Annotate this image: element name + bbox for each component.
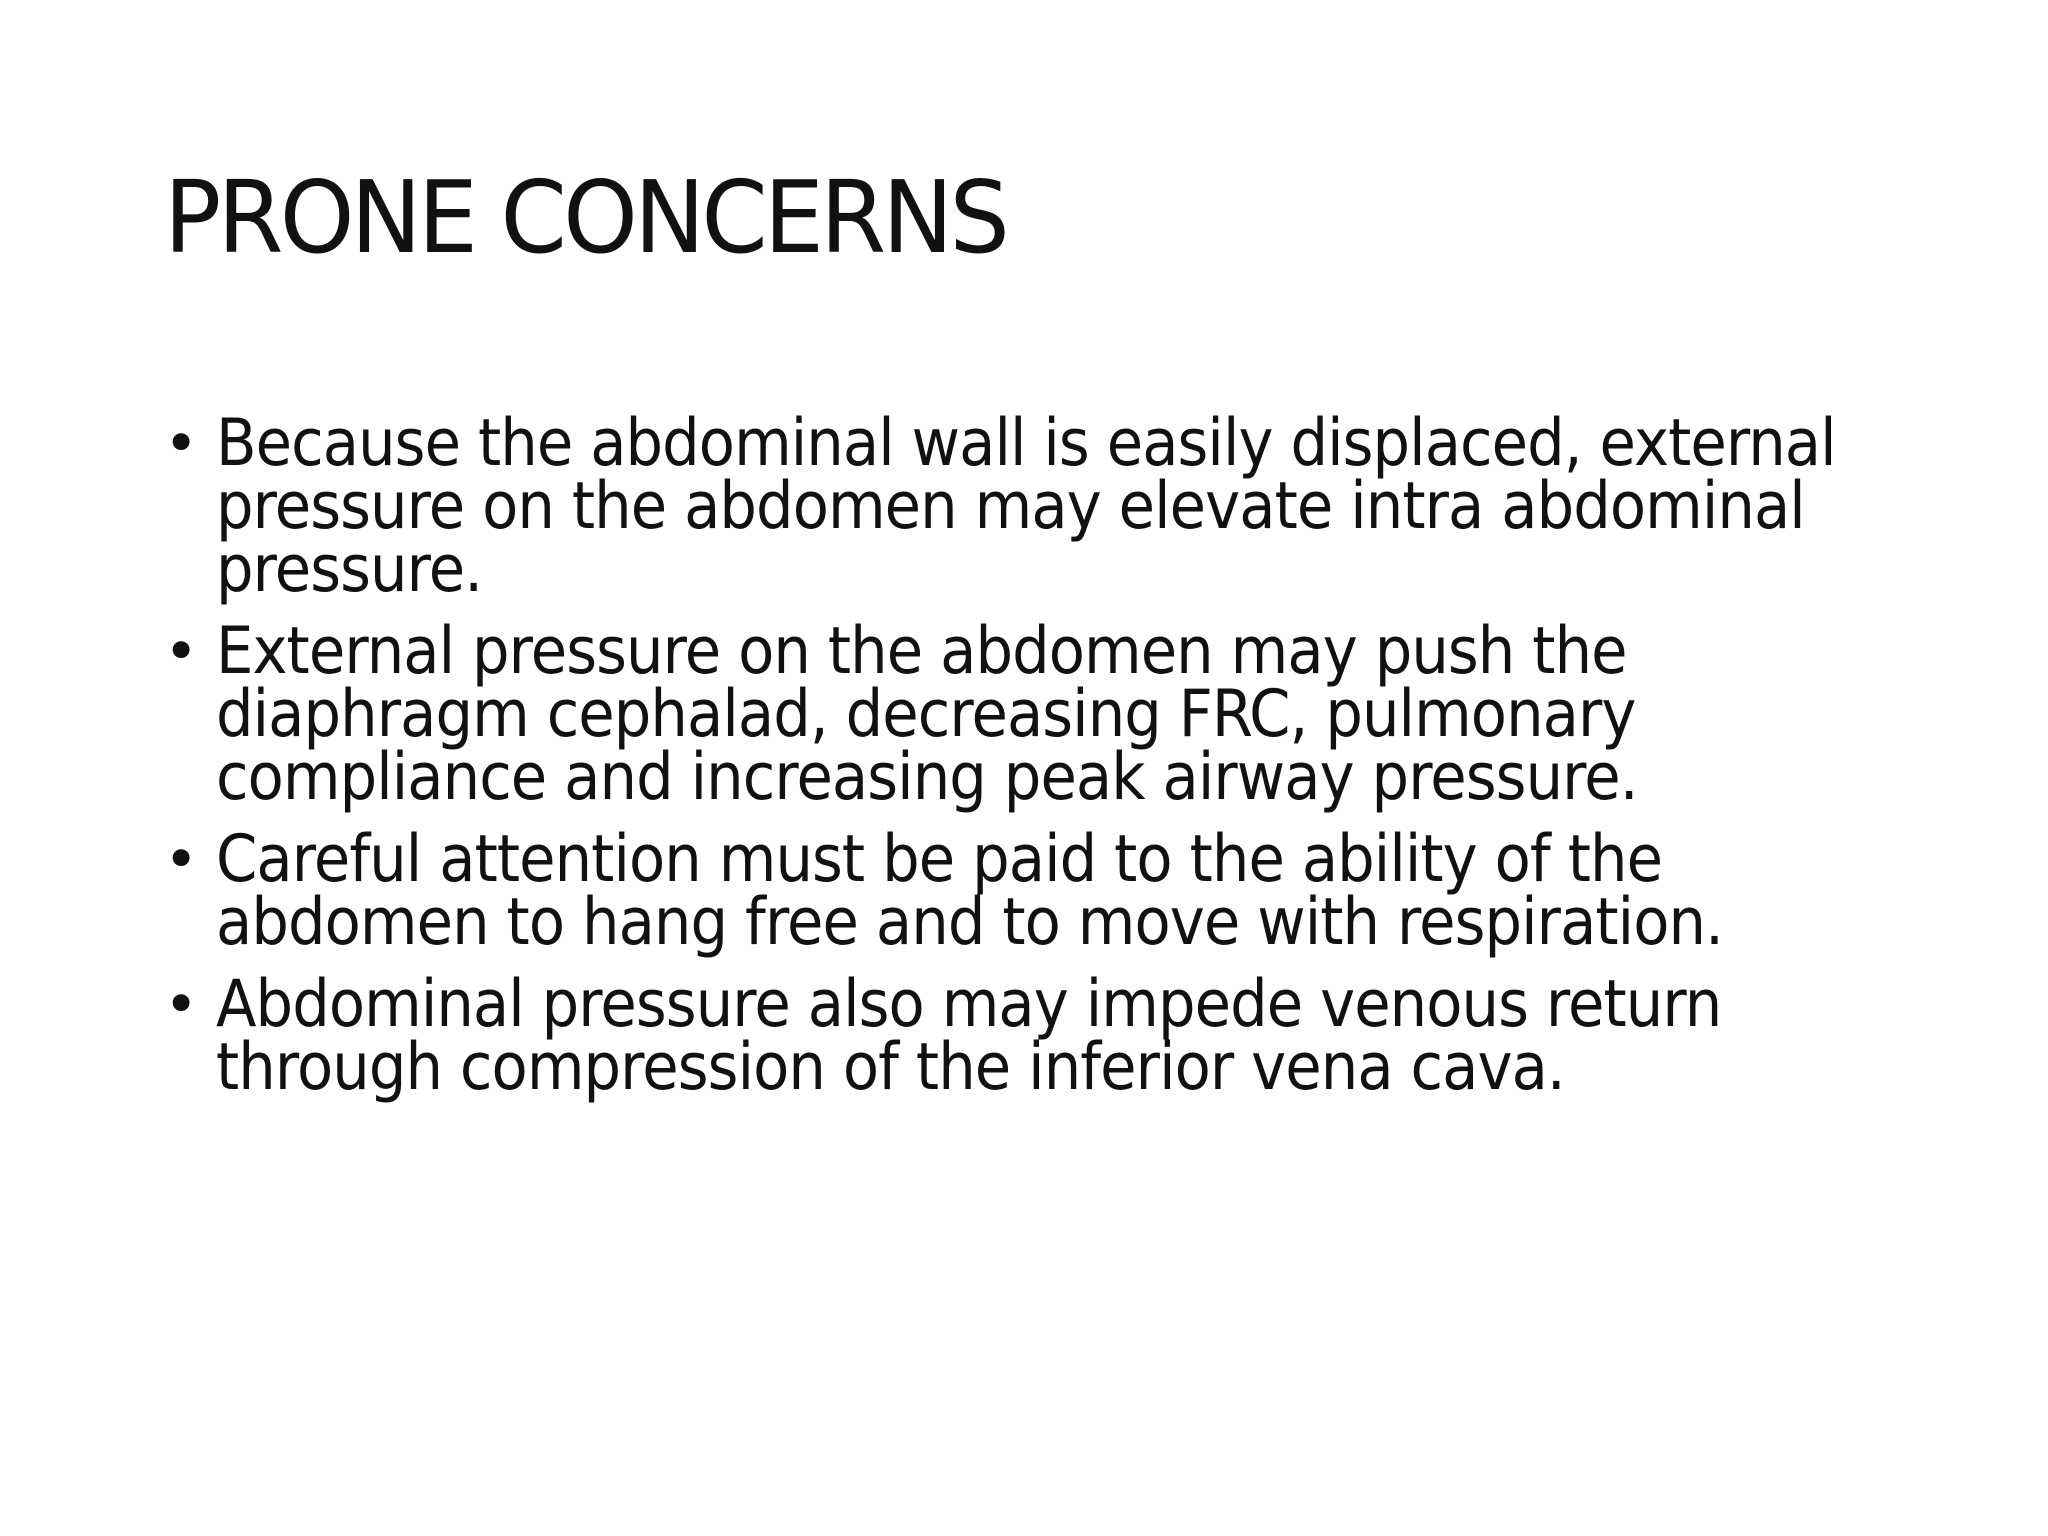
bullet-line: through compression of the inferior vena cava. [216, 1030, 1565, 1105]
bullet-line: abdomen to hang free and to move with respiration. [216, 885, 1723, 960]
bullet-line: External pressure on the abdomen may push the [216, 614, 1627, 689]
bullet-item [164, 967, 2004, 1105]
bullet-line: diaphragm cephalad, decreasing FRC, pulmonary [216, 677, 1636, 752]
bullet-line: pressure on the abdomen may elevate intra abdominal [216, 469, 1805, 544]
bullet-text [216, 406, 1843, 607]
bullet-text [216, 967, 1843, 1105]
bullet-list [164, 406, 2004, 1118]
bullet-dot-icon: • [164, 825, 199, 893]
bullet-line: Abdominal pressure also may impede venous return [216, 967, 1722, 1042]
bullet-text [216, 822, 1843, 960]
bullet-line: Because the abdominal wall is easily displaced, external [216, 406, 1836, 481]
bullet-line: Careful attention must be paid to the ability of the [216, 822, 1663, 897]
bullet-text [216, 614, 1843, 815]
bullet-dot-icon: • [164, 617, 199, 685]
bullet-line: compliance and increasing peak airway pressure. [216, 740, 1638, 815]
bullet-dot-icon: • [164, 970, 199, 1038]
slide-title: PRONE CONCERNS [164, 159, 1007, 276]
bullet-line: pressure. [216, 532, 483, 607]
bullet-item [164, 822, 2004, 960]
bullet-dot-icon: • [164, 409, 199, 477]
bullet-item [164, 406, 2004, 607]
bullet-item [164, 614, 2004, 815]
